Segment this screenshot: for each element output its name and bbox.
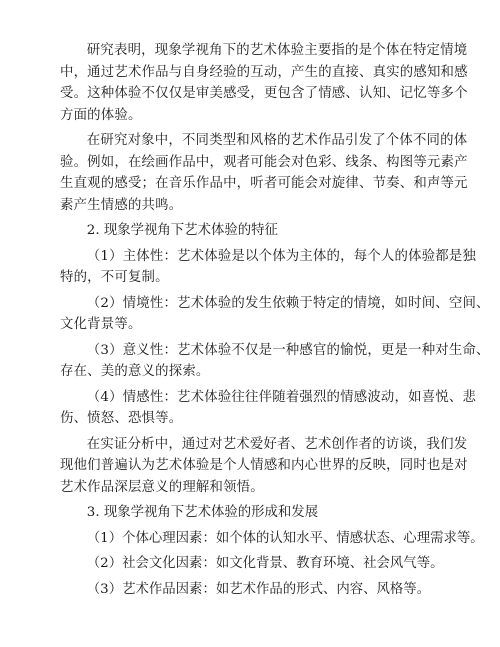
paragraph-empirical-analysis [60, 434, 468, 499]
text-line: 生直观的感受；在音乐作品中，听者可能会对旋律、节奏、和声等元 [60, 176, 468, 191]
text-line: 艺术作品深层意义的理解和领悟。 [60, 479, 264, 495]
factor-item-psychological: （1）个体心理因素：如个体的认知水平、情感状态、心理需求等。 [86, 530, 484, 546]
paragraph-research-findings [60, 40, 468, 126]
text-line: 文化背景等。 [60, 317, 142, 332]
factor-item-sociocultural: （2）社会文化因素：如文化背景、教育环境、社会风气等。 [86, 556, 444, 571]
text-line: 验。例如，在绘画作品中，观者可能会对色彩、线条、构图等元素产 [60, 154, 468, 170]
section-heading-formation: 3. 现象学视角下艺术体验的形成和发展 [86, 505, 319, 520]
paragraph-research-objects [60, 130, 468, 216]
factor-item-artwork: （3）艺术作品因素：如艺术作品的形式、内容、风格等。 [86, 581, 431, 597]
section-heading-features: 2. 现象学视角下艺术体验的特征 [86, 223, 278, 238]
text-line: 受。这种体验不仅仅是审美感受，更包含了情感、认知、记忆等多个 [60, 86, 468, 101]
text-line: （4）情感性：艺术体验往往伴随着强烈的情感波动，如喜悦、悲 [86, 389, 477, 405]
text-line: 方面的体验。 [60, 107, 142, 123]
text-line: （2）情境性：艺术体验的发生依赖于特定的情境，如时间、空间、 [86, 295, 490, 311]
text-line: 中，通过艺术作品与自身经验的互动，产生的直接、真实的感知和感 [60, 64, 468, 80]
text-line: 存在、美的意义的探索。 [60, 364, 210, 379]
text-line: 伤、愤怒、恐惧等。 [60, 411, 183, 426]
text-line: 研究表明，现象学视角下的艺术体验主要指的是个体在特定情境 [86, 43, 468, 58]
text-line: 素产生情感的共鸣。 [60, 197, 183, 213]
feature-item-emotion [60, 387, 477, 430]
text-line: （1）主体性：艺术体验是以个体为主体的，每个人的体验都是独 [86, 248, 477, 264]
text-line: （3）意义性：艺术体验不仅是一种感官的愉悦，更是一种对生命、 [86, 342, 490, 358]
text-line: 在研究对象中，不同类型和风格的艺术作品引发了个体不同的体 [86, 133, 468, 148]
feature-item-meaning [60, 340, 490, 383]
text-line: 在实证分析中，通过对艺术爱好者、艺术创作者的访谈，我们发 [86, 436, 468, 452]
feature-item-context [60, 293, 490, 336]
text-line: 特的，不可复制。 [60, 270, 169, 285]
text-line: 现他们普遍认为艺术体验是个人情感和内心世界的反映，同时也是对 [60, 458, 468, 473]
feature-item-subjectivity [60, 246, 477, 289]
